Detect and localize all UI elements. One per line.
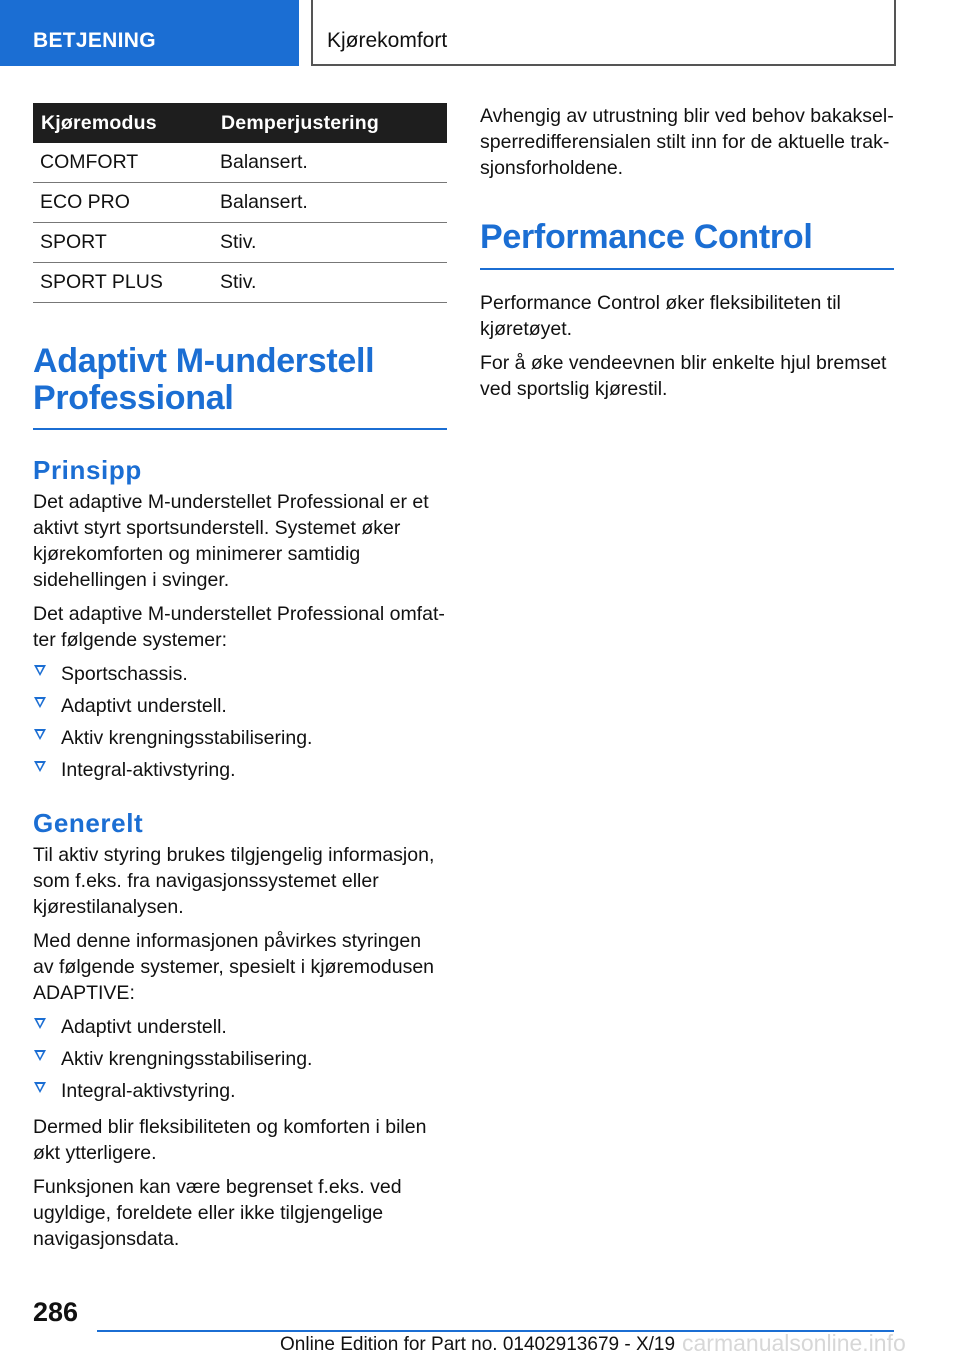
paragraph: Dermed blir fleksibiliteten og komforten i bilen økt ytterligere. <box>33 1116 427 1164</box>
subheading-generelt: Generelt <box>33 808 144 838</box>
table-header-cell: Kjøremodus <box>33 103 213 143</box>
table-header-cell: Demperjustering <box>213 103 447 143</box>
paragraph: Funksjonen kan være begrenset f.eks. ved ugyldige, foreldete eller ikke tilgjengelige navigasjonsdata. <box>33 1176 402 1250</box>
chapter-label: BETJENING <box>0 0 299 66</box>
paragraph: Til aktiv styring brukes tilgjengelig informasjon, som f.eks. fra navigasjonssystemet eller kjørestilanalysen. <box>33 844 435 918</box>
section-title <box>33 343 447 417</box>
list-item-text: Adaptivt understell. <box>61 695 227 717</box>
section-tab: Kjørekomfort <box>311 0 896 66</box>
title-divider <box>33 428 447 430</box>
edition-note: Online Edition for Part no. 01402913679 - X/19 <box>280 1334 676 1355</box>
table-cell: Stiv. <box>213 263 447 303</box>
section-title-performance-control: Performance Control <box>480 218 813 256</box>
paragraph: Det adaptive M-understellet Professional er et aktivt styrt sportsunderstell. Systemet øker kjørekomforten og minimerer samtidig sidehellingen i svinger. <box>33 491 429 591</box>
list-item-text: Integral-aktivstyring. <box>61 759 236 781</box>
watermark: carmanualsonline.info <box>682 1330 906 1356</box>
systems-list <box>33 661 447 783</box>
list-item <box>33 725 447 751</box>
list-item <box>33 757 447 783</box>
list-item-text: Integral-aktivstyring. <box>61 1080 236 1102</box>
paragraph: Performance Control øker fleksibiliteten til kjøretøyet. <box>480 292 841 340</box>
table-row <box>33 263 447 303</box>
affected-systems-list <box>33 1014 447 1104</box>
list-item <box>33 693 447 719</box>
list-item <box>33 1046 447 1072</box>
list-item <box>33 661 447 687</box>
section-title-line: Adaptivt M-understell <box>33 342 375 380</box>
page-number: 286 <box>33 1297 79 1327</box>
list-item <box>33 1014 447 1040</box>
bullet-triangle-icon <box>34 665 46 676</box>
table-cell: COMFORT <box>33 143 213 183</box>
table-row <box>33 183 447 223</box>
subheading-prinsipp: Prinsipp <box>33 455 142 485</box>
damper-mode-table <box>33 103 447 303</box>
list-item-text: Adaptivt understell. <box>61 1016 227 1038</box>
table-row <box>33 143 447 183</box>
bullet-triangle-icon <box>34 1018 46 1029</box>
table-cell: Stiv. <box>213 223 447 263</box>
table-header-row <box>33 103 447 143</box>
bullet-triangle-icon <box>34 761 46 772</box>
paragraph: Det adaptive M-understellet Professional omfatter følgende systemer: <box>33 603 445 651</box>
list-item-text: Aktiv krengningsstabilisering. <box>61 727 313 749</box>
table-cell: Balansert. <box>213 183 447 223</box>
paragraph: Med denne informasjonen påvirkes styringen av følgende systemer, spesielt i kjøremodusen ADAPTIVE: <box>33 930 435 1004</box>
bullet-triangle-icon <box>34 729 46 740</box>
table-cell: SPORT <box>33 223 213 263</box>
list-item <box>33 1078 447 1104</box>
paragraph: Avhengig av utrustning blir ved behov bakakselsperredifferensialen stilt inn for de aktuelle traksjonsforholdene. <box>480 105 894 179</box>
list-item-text: Sportschassis. <box>61 663 188 685</box>
bullet-triangle-icon <box>34 1050 46 1061</box>
left-column <box>33 103 447 1260</box>
table-cell: Balansert. <box>213 143 447 183</box>
bullet-triangle-icon <box>34 697 46 708</box>
table-cell: SPORT PLUS <box>33 263 213 303</box>
table-cell: ECO PRO <box>33 183 213 223</box>
list-item-text: Aktiv krengningsstabilisering. <box>61 1048 313 1070</box>
section-title-line: Professional <box>33 379 234 417</box>
table-row <box>33 223 447 263</box>
paragraph: For å øke vendeevnen blir enkelte hjul bremset ved sportslig kjørestil. <box>480 352 887 400</box>
bullet-triangle-icon <box>34 1082 46 1093</box>
right-column <box>480 103 894 410</box>
